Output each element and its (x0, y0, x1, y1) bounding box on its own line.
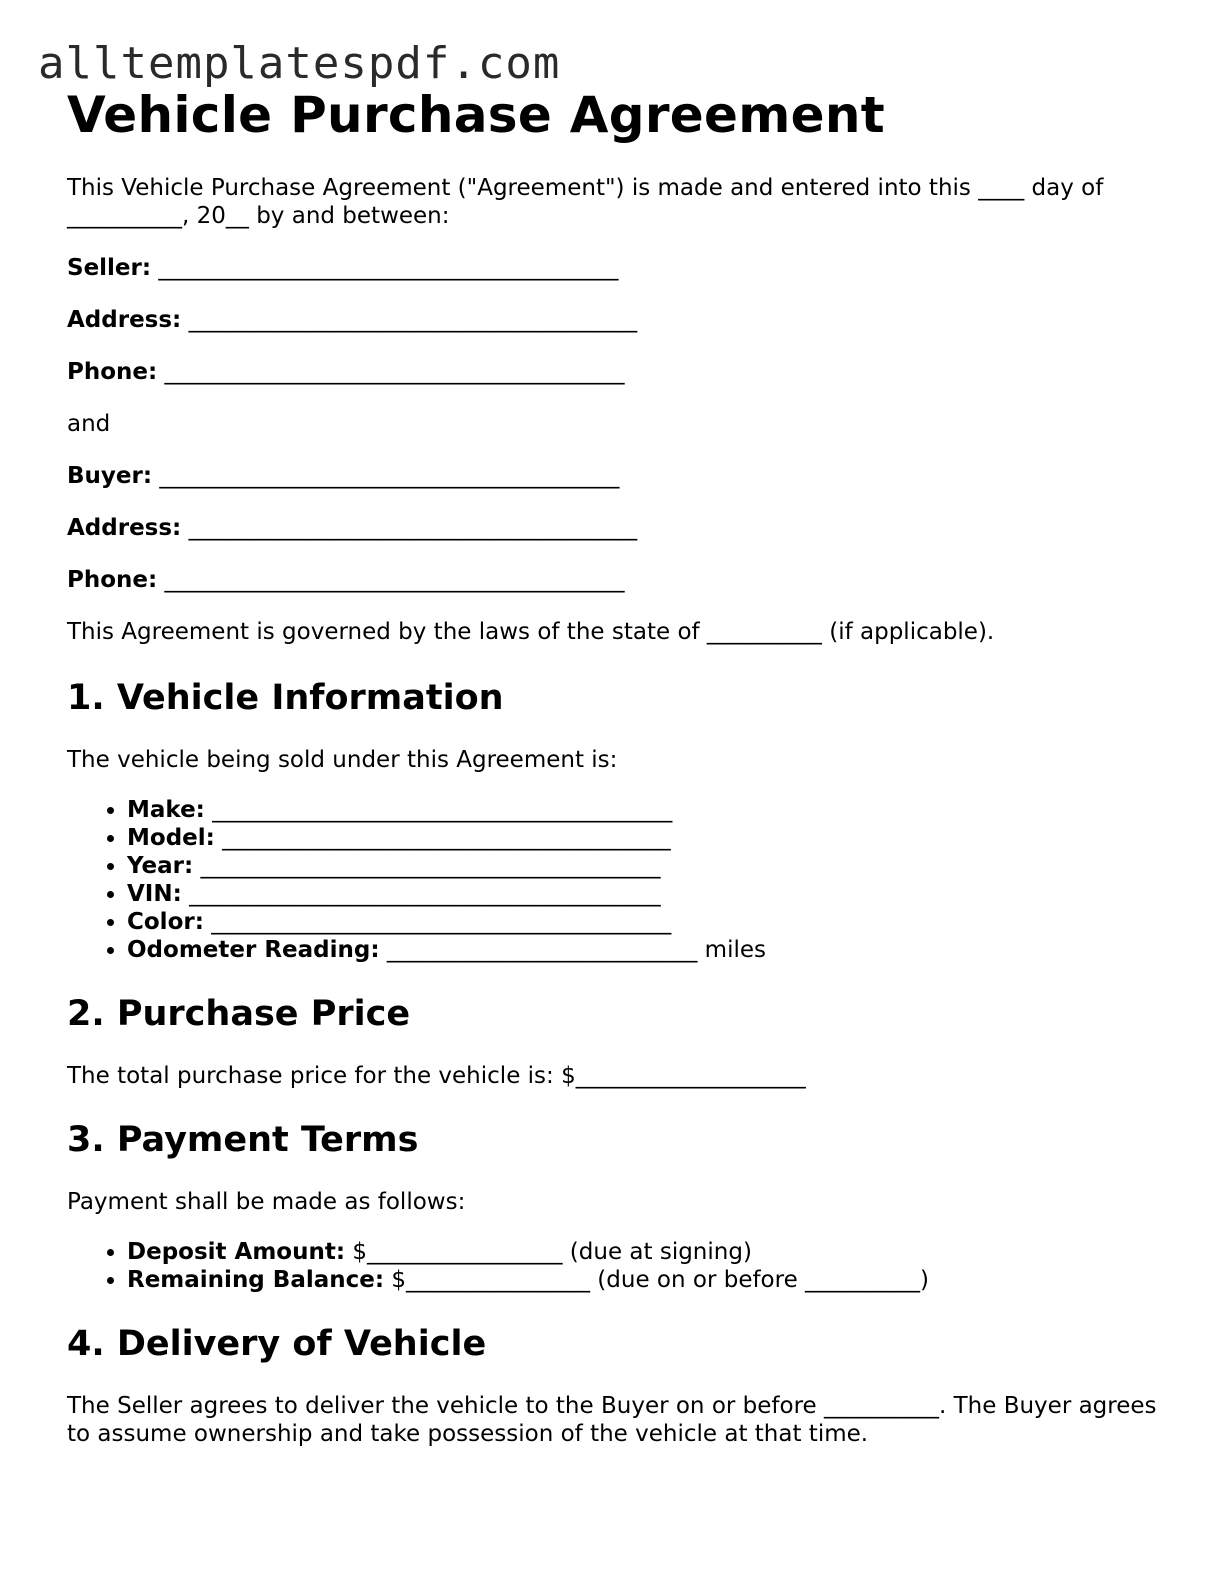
buyer-phone-label: Phone: (67, 567, 158, 593)
remaining-balance-label: Remaining Balance: (127, 1267, 385, 1293)
document-page (67, 84, 1157, 1448)
buyer-phone-blank[interactable]: ________________________________________ (164, 567, 625, 593)
odometer-label: Odometer Reading: (127, 937, 380, 963)
buyer-phone-field (67, 566, 1157, 594)
make-label: Make: (127, 797, 205, 823)
vin-blank[interactable]: _________________________________________ (189, 881, 661, 907)
page-title: Vehicle Purchase Agreement (67, 86, 885, 144)
seller-phone-field (67, 358, 1157, 386)
deposit-blank[interactable]: $_________________ (due at signing) (352, 1239, 752, 1265)
seller-name-field (67, 254, 1157, 282)
color-blank[interactable]: ________________________________________ (211, 909, 672, 935)
section-purchase-price-heading: 2. Purchase Price (67, 994, 411, 1034)
year-blank[interactable]: ________________________________________ (200, 853, 661, 879)
watermark-text: alltemplatespdf.com (38, 38, 561, 89)
purchase-price-text: The total purchase price for the vehicle is: $____________________ (67, 1063, 806, 1089)
seller-phone-blank[interactable]: ________________________________________ (164, 359, 625, 385)
section-delivery-heading: 4. Delivery of Vehicle (67, 1324, 487, 1364)
governing-law-paragraph: This Agreement is governed by the laws of the state of __________ (if applicable). (67, 619, 995, 645)
list-item-color (127, 908, 1157, 936)
list-item-odometer (127, 936, 1157, 964)
vin-label: VIN: (127, 881, 182, 907)
and-text: and (67, 411, 111, 437)
buyer-name-label: Buyer: (67, 463, 153, 489)
make-blank[interactable]: ________________________________________ (212, 797, 673, 823)
buyer-name-blank[interactable]: ________________________________________ (159, 463, 620, 489)
buyer-name-field (67, 462, 1157, 490)
section-vehicle-information-heading: 1. Vehicle Information (67, 678, 504, 718)
list-item-year (127, 852, 1157, 880)
buyer-address-field (67, 514, 1157, 542)
seller-address-field (67, 306, 1157, 334)
seller-phone-label: Phone: (67, 359, 158, 385)
seller-name-label: Seller: (67, 255, 152, 281)
seller-address-blank[interactable]: _______________________________________ (188, 307, 638, 333)
list-item-model (127, 824, 1157, 852)
vehicle-info-list (67, 796, 1157, 964)
year-label: Year: (127, 853, 194, 879)
model-label: Model: (127, 825, 215, 851)
seller-address-label: Address: (67, 307, 182, 333)
deposit-label: Deposit Amount: (127, 1239, 346, 1265)
model-blank[interactable]: _______________________________________ (222, 825, 671, 851)
list-item-deposit (127, 1238, 1157, 1266)
section-vehicle-information-text: The vehicle being sold under this Agreement is: (67, 747, 618, 773)
buyer-address-blank[interactable]: _______________________________________ (188, 515, 638, 541)
list-item-vin (127, 880, 1157, 908)
payment-terms-list (67, 1238, 1157, 1294)
odometer-blank[interactable]: ___________________________ miles (386, 937, 766, 963)
buyer-address-label: Address: (67, 515, 182, 541)
list-item-remaining-balance (127, 1266, 1157, 1294)
color-label: Color: (127, 909, 204, 935)
delivery-text: The Seller agrees to deliver the vehicle to the Buyer on or before __________. The Buyer agrees to assume ownership and take possession of the vehicle at that time. (67, 1393, 1157, 1447)
intro-paragraph: This Vehicle Purchase Agreement ("Agreement") is made and entered into this ____ day of __________, 20__ by and between: (67, 175, 1104, 229)
list-item-make (127, 796, 1157, 824)
section-payment-terms-heading: 3. Payment Terms (67, 1120, 419, 1160)
payment-terms-text: Payment shall be made as follows: (67, 1189, 466, 1215)
remaining-balance-blank[interactable]: $________________ (due on or before __________) (391, 1267, 930, 1293)
seller-name-blank[interactable]: ________________________________________ (158, 255, 619, 281)
